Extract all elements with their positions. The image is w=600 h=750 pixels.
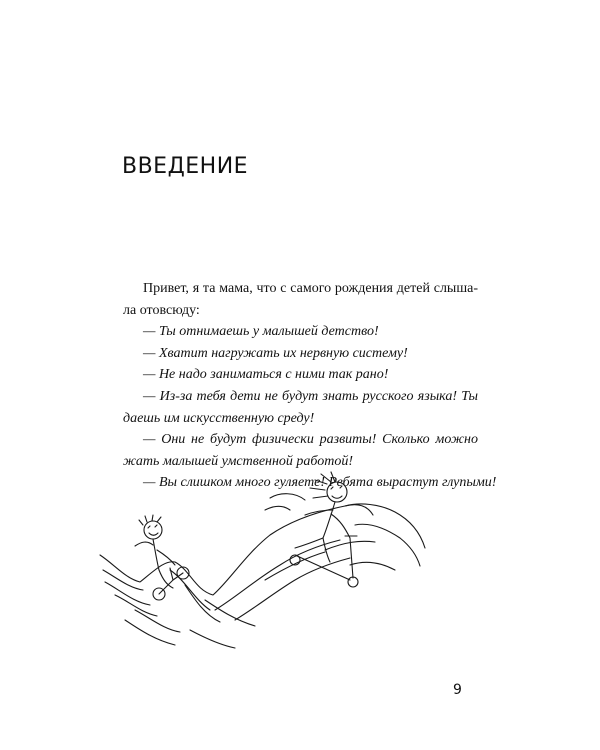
chapter-body bbox=[123, 278, 497, 494]
quote-line-3: — Не надо заниматься с ними так рано! bbox=[143, 367, 389, 383]
kid-on-scooter-figure bbox=[290, 472, 358, 587]
quote-line-7: жать малышей умственной работой! bbox=[123, 453, 354, 469]
quote-line-8: — Вы слишком много гуляете! Ребята вырастут глупыми! bbox=[143, 475, 497, 491]
quote-line-1: — Ты отнимаешь у малышей детство! bbox=[143, 324, 379, 340]
paragraph-line-2: ла отовсюду: bbox=[123, 302, 200, 318]
chapter-title: ВВЕДЕНИЕ bbox=[122, 154, 249, 179]
page-number: 9 bbox=[453, 682, 462, 698]
quote-line-2: — Хватит нагружать их нервную систему! bbox=[143, 345, 408, 361]
kids-on-scooter-and-bike-illustration bbox=[95, 470, 525, 660]
quote-line-6: — Они не будут физически развиты! Сколько можно bbox=[143, 432, 478, 448]
kid-on-bike-figure bbox=[135, 515, 189, 600]
quote-line-5: даешь им искусственную среду! bbox=[123, 410, 315, 426]
hills-lines bbox=[100, 494, 425, 648]
quote-line-4: — Из-за тебя дети не будут знать русского языка! Ты bbox=[143, 388, 478, 404]
paragraph-line-1: Привет, я та мама, что с самого рождения детей слыша- bbox=[143, 281, 478, 296]
